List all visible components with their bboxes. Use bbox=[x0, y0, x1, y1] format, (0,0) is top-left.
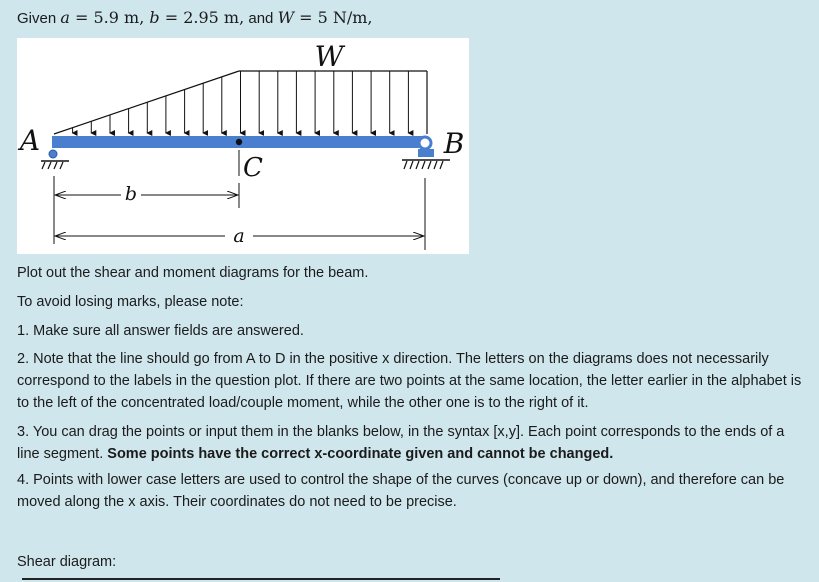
instruction-plot: Plot out the shear and moment diagrams for the beam. bbox=[17, 265, 369, 281]
instruction-note-1: 1. Make sure all answer fields are answered. bbox=[17, 323, 304, 339]
shear-diagram-top-border bbox=[22, 578, 500, 580]
given-prefix: Given bbox=[17, 10, 57, 27]
instruction-note-3-text: 3. You can drag the points or input them in the blanks below, in the syntax [x,y]. Each point corresponds to the ends of a line segment. bbox=[17, 424, 785, 462]
shear-diagram-heading: Shear diagram: bbox=[17, 554, 117, 570]
load-ramp-line bbox=[54, 71, 239, 134]
w-value: = 5 N/m, bbox=[299, 8, 373, 27]
given-values bbox=[17, 8, 373, 27]
instruction-note-intro: To avoid losing marks, please note: bbox=[17, 294, 244, 310]
dim-a-label: a bbox=[233, 225, 245, 247]
instruction-note-4: 4. Points with lower case letters are used to control the shape of the curves (concave up or down), and therefore can be moved along the x axis. Their coordinates do not need to be precise. bbox=[17, 472, 785, 510]
instruction-note-3 bbox=[17, 421, 805, 465]
distributed-load bbox=[54, 71, 427, 134]
dimension-a bbox=[55, 178, 425, 250]
a-symbol: a bbox=[60, 8, 70, 27]
beam-diagram bbox=[17, 38, 469, 254]
load-arrows bbox=[73, 71, 409, 133]
point-c-label: C bbox=[243, 153, 263, 183]
instruction-note-3-bold: Some points have the correct x-coordinate given and cannot be changed. bbox=[107, 446, 614, 462]
load-label: W bbox=[314, 40, 344, 73]
instruction-note-2: 2. Note that the line should go from A to D in the positive x direction. The letters on the diagrams does not necessarily correspond to the labels in the question plot. If there are two points at the same location, the letter earlier in the alphabet is to the left of the concentrated load/couple moment, while the other one is to the right of it. bbox=[17, 351, 802, 411]
beam-figure bbox=[17, 38, 469, 254]
b-symbol: b bbox=[149, 8, 160, 27]
dim-b-label: b bbox=[124, 183, 138, 205]
dimension-b bbox=[54, 176, 239, 244]
point-c-marker bbox=[236, 139, 242, 145]
pin-support-a bbox=[41, 150, 69, 169]
b-value: = 2.95 m, bbox=[164, 8, 245, 27]
a-value: = 5.9 m, bbox=[75, 8, 145, 27]
point-a-label: A bbox=[19, 124, 41, 157]
given-and: and bbox=[248, 10, 274, 27]
w-symbol: W bbox=[277, 8, 295, 27]
point-b-label: B bbox=[443, 127, 465, 160]
